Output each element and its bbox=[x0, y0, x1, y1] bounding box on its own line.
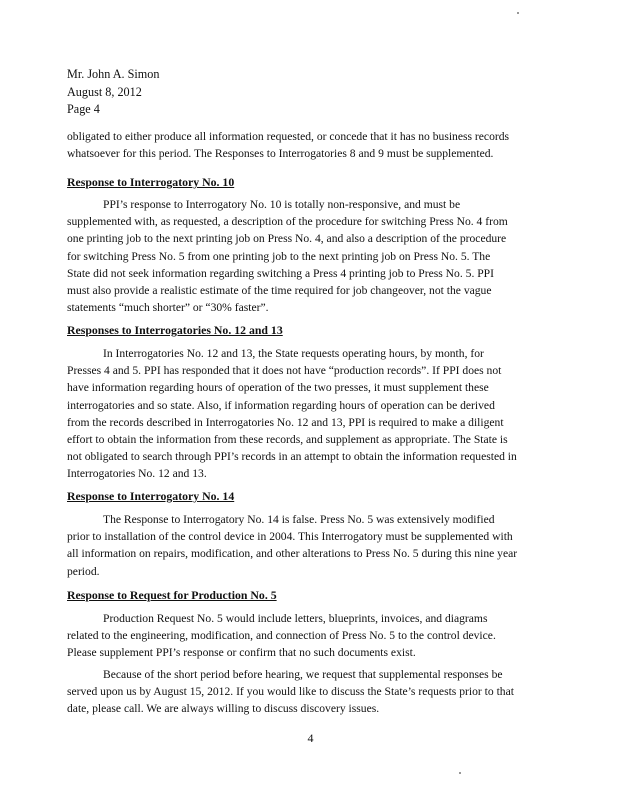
section-12-paragraph bbox=[67, 345, 545, 483]
paragraph-line: from the records described in Interrogatories No. 12 and 13, PPI is required to make a diligent bbox=[67, 415, 504, 429]
paragraph-line: Because of the short period before hearing, we request that supplemental responses be bbox=[103, 668, 503, 681]
paragraph-line: served upon us by August 15, 2012. If you would like to discuss the State’s requests prior to that bbox=[67, 685, 514, 699]
letter-header bbox=[67, 66, 159, 119]
section-heading-interrogatories-12-13: Responses to Interrogatories No. 12 and 13 bbox=[67, 323, 283, 337]
paragraph-line: effort to obtain the information from these records, and supplement as appropriate. The State is bbox=[67, 433, 508, 447]
paragraph-line: date, please call. We are always willing to discuss discovery issues. bbox=[67, 702, 380, 716]
scan-speck bbox=[517, 12, 519, 14]
letter-date: August 8, 2012 bbox=[67, 84, 142, 99]
paragraph-line: supplemented with, as requested, a description of the procedure for switching Press No. 4 from bbox=[67, 215, 508, 229]
intro-paragraph bbox=[67, 128, 545, 162]
paragraph-line: Please supplement PPI’s response or confirm that no such documents exist. bbox=[67, 646, 416, 660]
page-number: 4 bbox=[307, 731, 314, 745]
paragraph-line: must also provide a realistic estimate of the time required for job changeover, not the vague bbox=[67, 284, 492, 298]
closing-paragraph bbox=[67, 666, 545, 718]
section-heading-interrogatory-14: Response to Interrogatory No. 14 bbox=[67, 489, 235, 503]
paragraph-line: Production Request No. 5 would include letters, blueprints, invoices, and diagrams bbox=[103, 612, 488, 625]
paragraph-line: prior to installation of the control device in 2004. This Interrogatory must be supplemented with bbox=[67, 530, 513, 544]
paragraph-line: In Interrogatories No. 12 and 13, the State requests operating hours, by month, for bbox=[103, 347, 484, 360]
paragraph-line: State did not seek information regarding switching a Press 4 printing job to Press No. 5. PPI bbox=[67, 266, 494, 280]
paragraph-line: period. bbox=[67, 564, 100, 578]
paragraph-line: have information regarding hours of operation of the two presses, it must supplement these bbox=[67, 381, 489, 395]
scan-speck bbox=[459, 772, 461, 774]
paragraph-line: PPI’s response to Interrogatory No. 10 is totally non-responsive, and must be bbox=[103, 198, 461, 211]
section-heading-interrogatory-10: Response to Interrogatory No. 10 bbox=[67, 175, 235, 189]
paragraph-line: Presses 4 and 5. PPI has responded that it does not have “production records”. If PPI does not bbox=[67, 364, 502, 378]
recipient-name: Mr. John A. Simon bbox=[67, 67, 160, 81]
section-14-paragraph bbox=[67, 511, 545, 580]
paragraph-line: Interrogatories No. 12 and 13. bbox=[67, 467, 207, 481]
paragraph-line: related to the engineering, modification, and connection of Press No. 5 to the control device. bbox=[67, 629, 496, 643]
paragraph-line: statements “much shorter” or “30% faster”. bbox=[67, 301, 269, 315]
paragraph-line: whatsoever for this period. The Responses to Interrogatories 8 and 9 must be supplemented. bbox=[67, 147, 494, 161]
paragraph-line: one printing job to the next printing job on Press No. 4, and also a description of the procedure bbox=[67, 232, 507, 246]
paragraph-line: all information on repairs, modification, and other alterations to Press No. 5 during this nine year bbox=[67, 547, 518, 561]
page-label: Page 4 bbox=[67, 102, 100, 116]
paragraph-line: The Response to Interrogatory No. 14 is false. Press No. 5 was extensively modified bbox=[103, 513, 495, 526]
section-production-5-paragraph bbox=[67, 610, 545, 662]
paragraph-line: not obligated to search through PPI’s records in an attempt to obtain the information requested in bbox=[67, 450, 517, 464]
section-heading-production-5: Response to Request for Production No. 5 bbox=[67, 588, 277, 602]
paragraph-line: interrogatories and so state. Also, if information regarding hours of operation can be derived bbox=[67, 398, 495, 412]
paragraph-line: for switching Press No. 5 from one printing job to the next printing job on Press No. 5. The bbox=[67, 249, 491, 263]
paragraph-line: obligated to either produce all information requested, or concede that it has no business records bbox=[67, 130, 510, 143]
section-10-paragraph bbox=[67, 196, 545, 316]
